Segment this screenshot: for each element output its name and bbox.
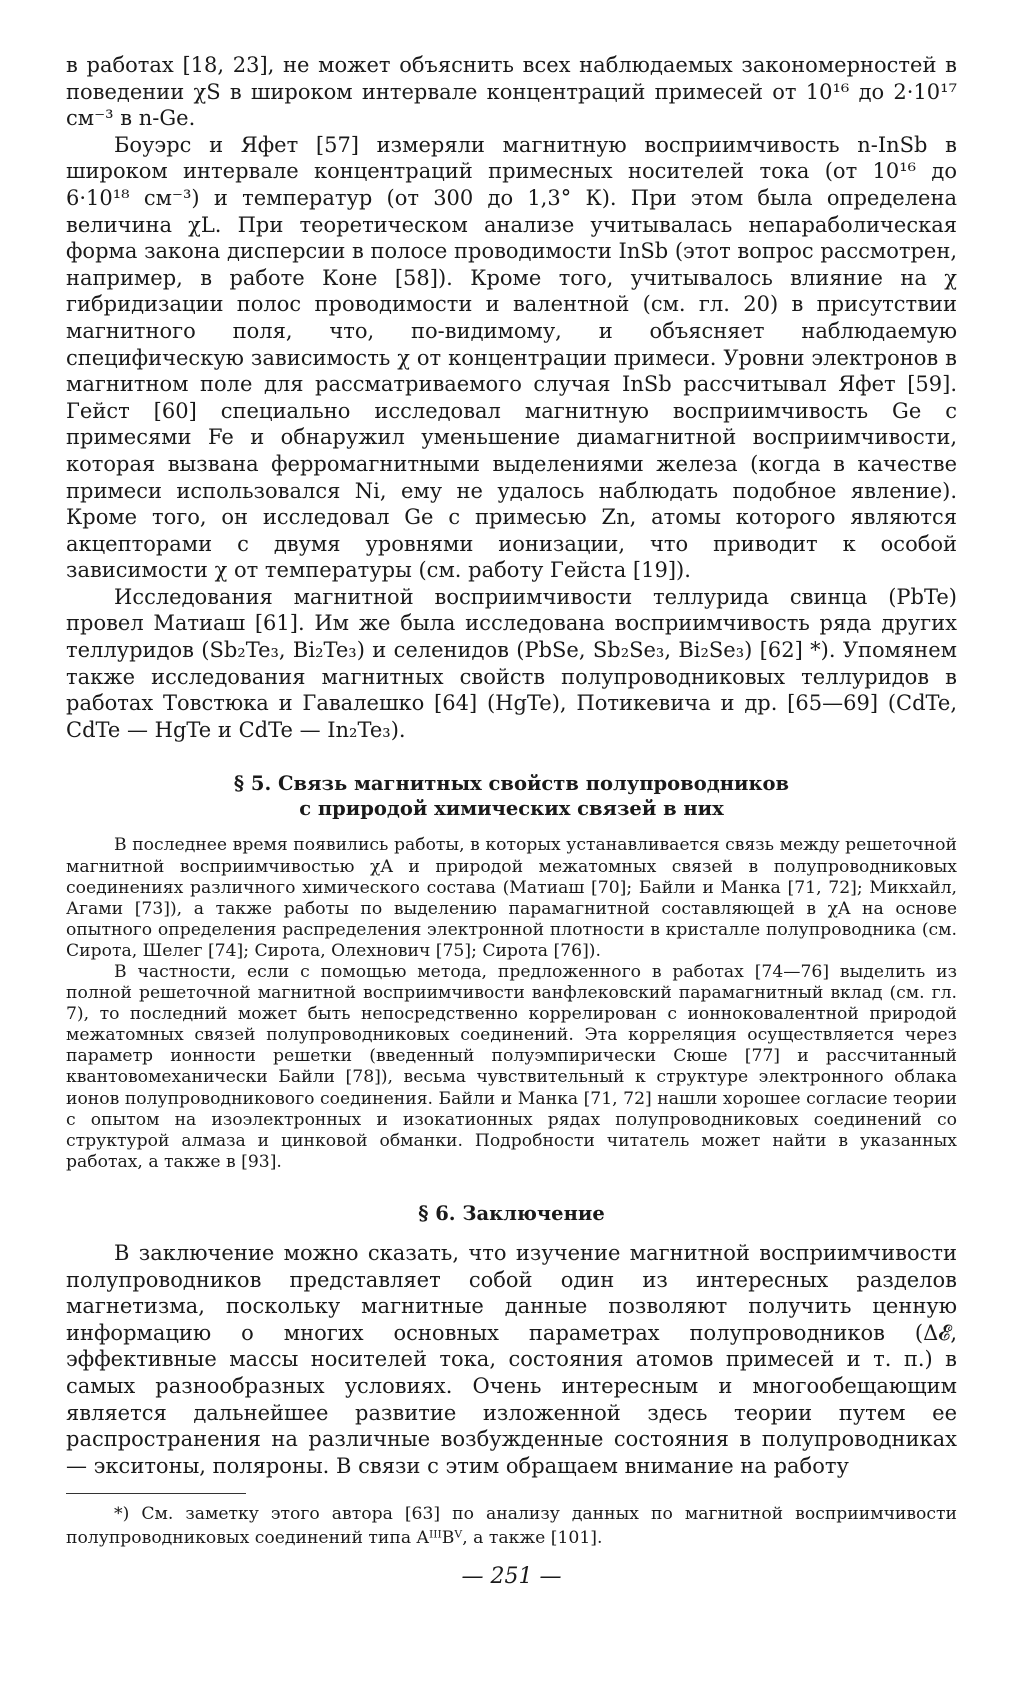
section-5-paragraph-2: В частности, если с помощью метода, предложенного в работах [74—76] выделить из полной решеточной магнитной восприимчивости ванфлековский парамагнитный вклад (см. гл. 7), то последний может быть непосредственно коррелирован с ионноковалентной природой межатомных связей полупроводниковых соединений. Эта корреляция осуществляется через параметр ионности решетки (введенный полуэмпирически Сюше [77] и рассчитанный квантовомеханически Байли [78]), весьма чувствительный к структуре электронного облака ионов полупроводникового соединения. Байли и Манка [71, 72] нашли хорошее согласие теории с опытом на изоэлектронных и изокатионных рядах полупроводниковых соединений со структурой алмаза и цинковой обманки. Подробности читатель может найти в указанных работах, а также в [93]. [66,962,957,1172]
section-5-paragraph-1: В последнее время появились работы, в которых устанавливается связь между решеточной магнитной восприимчивостью χA и природой межатомных связей в полупроводниковых соединениях различного химического состава (Матиаш [70]; Байли и Манка [71, 72]; Микхайл, Агами [73]), а также работы по выделению парамагнитной составляющей в χA на основе опытного определения распределения электронной плотности в кристалле полупроводника (см. Сирота, Шелег [74]; Сирота, Олехнович [75]; Сирота [76]). [66,835,957,961]
footnote-text: *) См. заметку этого автора [63] по анализу данных по магнитной восприимчивости полупроводниковых соединений типа AᴵᴵᴵBⱽ, а также [101]. [66,1504,957,1549]
paragraph-continued: в работах [18, 23], не может объяснить всех наблюдаемых закономерностей в поведении χS в широком интервале концентраций примесей от 10¹⁶ до 2·10¹⁷ см⁻³ в n-Ge. [66,53,957,131]
section-5-heading-line2: с природой химических связей в них [299,797,724,821]
section-6-heading: § 6. Заключение [418,1201,605,1225]
footnote-divider [66,1493,246,1494]
section-5-text [66,835,957,1173]
footnote [66,1502,957,1550]
body-text [66,52,957,743]
page-number: — 251 — [461,1564,562,1590]
section-6-text [66,1240,957,1479]
paragraph-tellurides: Исследования магнитной восприимчивости теллурида свинца (PbTe) провел Матиаш [61]. Им же была исследована восприимчивость ряда других теллуридов (Sb₂Te₃, Bi₂Te₃) и селенидов (PbSe, Sb₂Se₃, Bi₂Se₃) [62] *). Упомянем также исследования магнитных свойств полупроводниковых теллуридов в работах Товстюка и Гавалешко [64] (HgTe), Потикевича и др. [65—69] (CdTe, CdTe — HgTe и CdTe — In₂Te₃). [66,584,957,742]
section-6-paragraph-1: В заключение можно сказать, что изучение магнитной восприимчивости полупроводников представляет собой один из интересных разделов магнетизма, поскольку магнитные данные позволяют получить ценную информацию о многих основных параметрах полупроводников (Δ𝓔, эффективные массы носителей тока, состояния атомов примесей и т. п.) в самых разнообразных условиях. Очень интересным и многообещающим является дальнейшее развитие изложенной здесь теории путем ее распространения на различные возбужденные состояния в полупроводниках — экситоны, поляроны. В связи с этим обращаем внимание на работу [66,1240,957,1478]
paragraph-bowers-yafet: Боуэрс и Яфет [57] измеряли магнитную восприимчивость n-InSb в широком интервале концентраций примесных носителей тока (от 10¹⁶ до 6·10¹⁸ см⁻³) и температур (от 300 до 1,3° К). При этом была определена величина χL. При теоретическом анализе учитывалась непараболическая форма закона дисперсии в полосе проводимости InSb (этот вопрос рассмотрен, например, в работе Коне [58]). Кроме того, учитывалось влияние на χ гибридизации полос проводимости и валентной (см. гл. 20) в присутствии магнитного поля, что, по-видимому, и объясняет наблюдаемую специфическую зависимость χ от концентрации примеси. Уровни электронов в магнитном поле для рассматриваемого случая InSb рассчитывал Яфет [59]. Гейст [60] специально исследовал магнитную восприимчивость Ge с примесями Fe и обнаружил уменьшение диамагнитной восприимчивости, которая вызвана ферромагнитными выделениями железа (когда в качестве примеси использовался Ni, ему не удалось наблюдать подобное явление). Кроме того, он исследовал Ge с примесью Zn, атомы которого являются акцепторами с двумя уровнями ионизации, что приводит к особой зависимости χ от температуры (см. работу Гейста [19]). [66,132,957,583]
section-5-heading-line1: § 5. Связь магнитных свойств полупроводников [233,772,790,796]
section-5-heading [66,771,957,821]
